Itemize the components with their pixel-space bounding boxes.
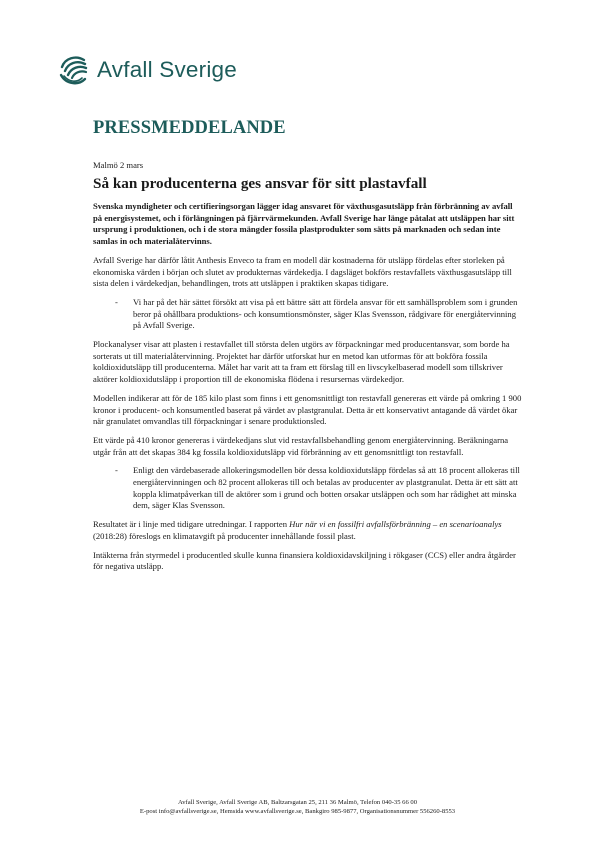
paragraph-5-intro: Resultatet är i linje med tidigare utredningar. I rapporten [93, 519, 290, 530]
swirl-logo-icon [58, 53, 88, 87]
lead-paragraph: Svenska myndigheter och certifieringsorgan lägger idag ansvaret för växthusgasutsläpp från förbränning av avfall på energisystemet, och i förlängningen på fjärrvärmekunden. Avfall Sverige har länge påtalat att utsläppen har sitt ursprung i produktionen, och i de stora mängder fossila plastprodukter som sätts på marknaden och sedan inte samlas in och materialåtervinns. [93, 201, 515, 247]
quote-1 [93, 297, 523, 332]
dateline: Malmö 2 mars [93, 160, 144, 170]
report-title: Hur när vi en fossilfri avfallsförbränning – en scenarioanalys [289, 519, 502, 530]
quote-2 [93, 465, 523, 512]
footer-contact: E-post info@avfallsverige.se, Hemsida www.avfallsverige.se, Bankgiro 985-9877, Organisationsnummer 556260-8553 [139, 808, 456, 815]
quote-2-text: Enligt den värdebaserade allokeringsmodellen bör dessa koldioxidutsläpp fördelas så att 18 procent allokeras till energiåtervinningen och 82 procent allokeras till och betalas av producenter av plastgranulat. Detta är ett sätt att koppla klimatpåverkan till de aktörer som i grund och botten orsakar utsläppen och som har rådighet att minska dem, säger Klas Svensson. [133, 465, 520, 511]
paragraph-5 [93, 519, 523, 542]
quote-dash: - [115, 296, 118, 307]
footer-address: Avfall Sverige, Avfall Sverige AB, Baltzarsgatan 25, 211 36 Malmö, Telefon 040-35 66 00 [177, 799, 417, 806]
paragraph-4: Ett värde på 410 kronor genereras i värdekedjans slut vid restavfallsbehandling genom energiåtervinning. Beräkningarna utgår från att det skapas 384 kg fossila koldioxidutsläpp vid förbränning av ett genomsnittligt ton restavfall. [93, 434, 509, 457]
paragraph-5-rest: (2018:28) föreslogs en klimatavgift på producenter innehållande fossil plast. [93, 530, 356, 541]
paragraph-3: Modellen indikerar att för de 185 kilo plast som finns i ett genomsnittligt ton restavfall genereras ett värde på omkring 1 900 kronor i producent- och konsumentled baserat på värdet av plastgranulat. Detta är ett konservativt antagande då värdet ökar när granulatet omvandlas till förpackningar i senare produktionsled. [93, 392, 522, 427]
paragraph-2: Plockanalyser visar att plasten i restavfallet till största delen utgörs av förpackningar med producentansvar, som borde ha sorterats ut till materialåtervinning. Projektet har därför utforskat hur en metod kan utformas för att bokföra fossila koldioxidutsläpp till producenterna. Målet har varit att ta fram ett förslag till en livscykelbaserad modell som tillskriver aktörer koldioxidutsläpp i proportion till de ekonomiska flödena i resursernas värdekedjor. [93, 339, 510, 385]
quote-1-text: Vi har på det här sättet försökt att visa på ett bättre sätt att fördela ansvar för ett samhällsproblem som i grunden beror på ohållbara produktions- och konsumtionsmönster, säger Klas Svensson, rådgivare för energiåtervinning på Avfall Sverige. [133, 296, 518, 331]
footer [0, 798, 595, 816]
brand-name: Avfall Sverige [97, 57, 237, 82]
quote-dash: - [115, 465, 118, 476]
paragraph-6: Intäkterna från styrmedel i producentled skulle kunna finansiera koldioxidavskiljning i rökgaser (CCS) eller andra åtgärder för negativa utsläpp. [93, 549, 516, 572]
paragraph-1: Avfall Sverige har därför låtit Anthesis Enveco ta fram en modell där kostnaderna för utsläpp fördelas efter storleken på ekonomiska värden i början och slutet av produkternas värdekedja. I dagsläget bokförs restavfallets växthusgasutsläpp till sista delen i värdekedjan, behandlingen, trots att utsläppen i praktiken skapas tidigare. [93, 254, 512, 289]
headline: Så kan producenterna ges ansvar för sitt plastavfall [93, 175, 427, 192]
press-release-label: PRESSMEDDELANDE [93, 118, 286, 138]
brand-logo [58, 52, 237, 88]
press-release-body [93, 118, 523, 573]
